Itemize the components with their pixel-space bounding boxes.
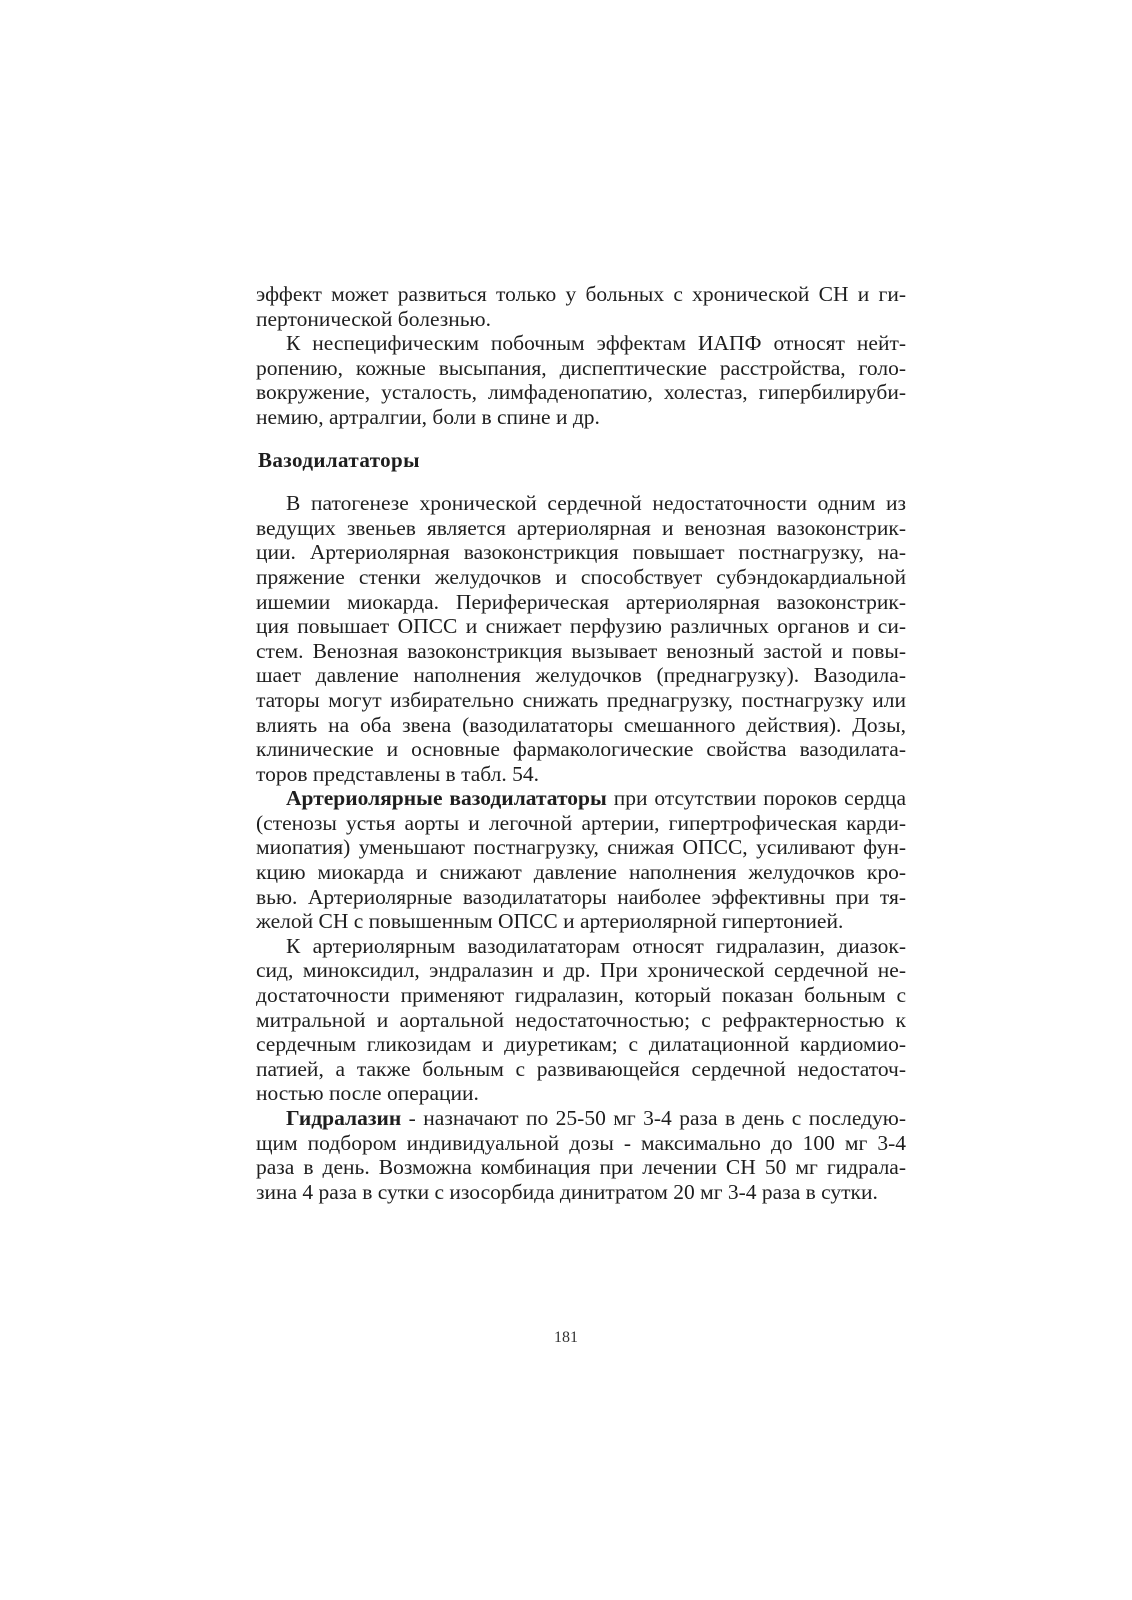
text-line: зина 4 раза в сутки с изосорбида динитратом 20 мг 3-4 раза в сутки. bbox=[256, 1179, 878, 1204]
text-line: шает давление наполнения желудочков (преднагрузку). Вазодила- bbox=[256, 663, 906, 688]
text-line: клинические и основные фармакологические свойства вазодилата- bbox=[256, 737, 906, 762]
text-line: ведущих звеньев является артериолярная и венозная вазоконстрик- bbox=[256, 515, 906, 540]
text-line: вокружение, усталость, лимфаденопатию, холестаз, гипербилируби- bbox=[256, 380, 906, 405]
bold-term: Артериолярные вазодилататоры bbox=[286, 786, 607, 811]
text-line bbox=[256, 786, 906, 811]
text-line: кцию миокарда и снижают давление наполнения желудочков кро- bbox=[256, 860, 906, 885]
text-line: патией, а также больным с развивающейся сердечной недостаточ- bbox=[256, 1056, 906, 1081]
text-line: немию, артралгии, боли в спине и др. bbox=[256, 404, 600, 429]
paragraph-continuation bbox=[256, 282, 906, 331]
text-line: миопатия) уменьшают постнагрузку, снижая ОПСС, усиливают фун- bbox=[256, 835, 906, 860]
paragraph-arteriolar bbox=[256, 786, 906, 934]
text-line: ностью после операции. bbox=[256, 1081, 479, 1106]
text-line: ция повышает ОПСС и снижает перфузию различных органов и си- bbox=[256, 614, 906, 639]
text-line: стем. Венозная вазоконстрикция вызывает венозный застой и повы- bbox=[256, 638, 906, 663]
text-line bbox=[256, 1106, 906, 1131]
text-line: К артериолярным вазодилататорам относят гидралазин, диазок- bbox=[286, 933, 906, 958]
text-fragment: при отсутствии пороков сердца bbox=[606, 786, 906, 811]
text-line: (стенозы устья аорты и легочной артерии, гипертрофическая карди- bbox=[256, 810, 906, 835]
text-fragment: - назначают по 25-50 мг 3-4 раза в день с последую- bbox=[401, 1106, 906, 1130]
text-line: желой СН с повышенным ОПСС и артериолярной гипертонией. bbox=[256, 909, 844, 934]
text-line: достаточности применяют гидралазин, который показан больным с bbox=[256, 983, 906, 1008]
text-line: раза в день. Возможна комбинация при лечении СН 50 мг гидрала- bbox=[256, 1155, 906, 1180]
text-line: пряжение стенки желудочков и способствует субэндокардиальной bbox=[256, 564, 906, 589]
text-line: митральной и аортальной недостаточностью; с рефрактерностью к bbox=[256, 1007, 906, 1032]
text-line: пертонической болезнью. bbox=[256, 306, 491, 331]
text-line: вью. Артериолярные вазодилататоры наиболее эффективны при тя- bbox=[256, 884, 906, 909]
text-line: ишемии миокарда. Периферическая артериолярная вазоконстрик- bbox=[256, 589, 906, 614]
text-line: влиять на оба звена (вазодилататоры смешанного действия). Дозы, bbox=[256, 712, 906, 737]
text-line: ции. Артериолярная вазоконстрикция повышает постнагрузку, на- bbox=[256, 540, 906, 565]
text-line: эффект может развиться только у больных с хронической СН и ги- bbox=[256, 282, 906, 306]
text-line: сердечным гликозидам и диуретикам; с дилатационной кардиомио- bbox=[256, 1032, 906, 1057]
text-line: В патогенезе хронической сердечной недостаточности одним из bbox=[286, 491, 906, 516]
text-line: торов представлены в табл. 54. bbox=[256, 761, 540, 786]
paragraph-side-effects bbox=[256, 331, 906, 429]
page-number: 181 bbox=[554, 1329, 578, 1346]
paragraph-hydralazine bbox=[256, 1106, 906, 1204]
page-body bbox=[256, 282, 906, 1204]
text-line: ропению, кожные высыпания, диспептические расстройства, голо- bbox=[256, 355, 906, 380]
text-line: таторы могут избирательно снижать преднагрузку, постнагрузку или bbox=[256, 687, 906, 712]
paragraph-pathogenesis bbox=[256, 491, 906, 786]
paragraph-arteriolar-list bbox=[256, 934, 906, 1106]
text-line: сид, миноксидил, эндралазин и др. При хронической сердечной не- bbox=[256, 958, 906, 983]
section-heading: Вазодилататоры bbox=[258, 447, 420, 472]
text-line: щим подбором индивидуальной дозы - максимально до 100 мг 3-4 bbox=[256, 1130, 906, 1155]
text-line: К неспецифическим побочным эффектам ИАПФ относят нейт- bbox=[286, 331, 906, 356]
bold-term: Гидралазин bbox=[286, 1106, 402, 1130]
